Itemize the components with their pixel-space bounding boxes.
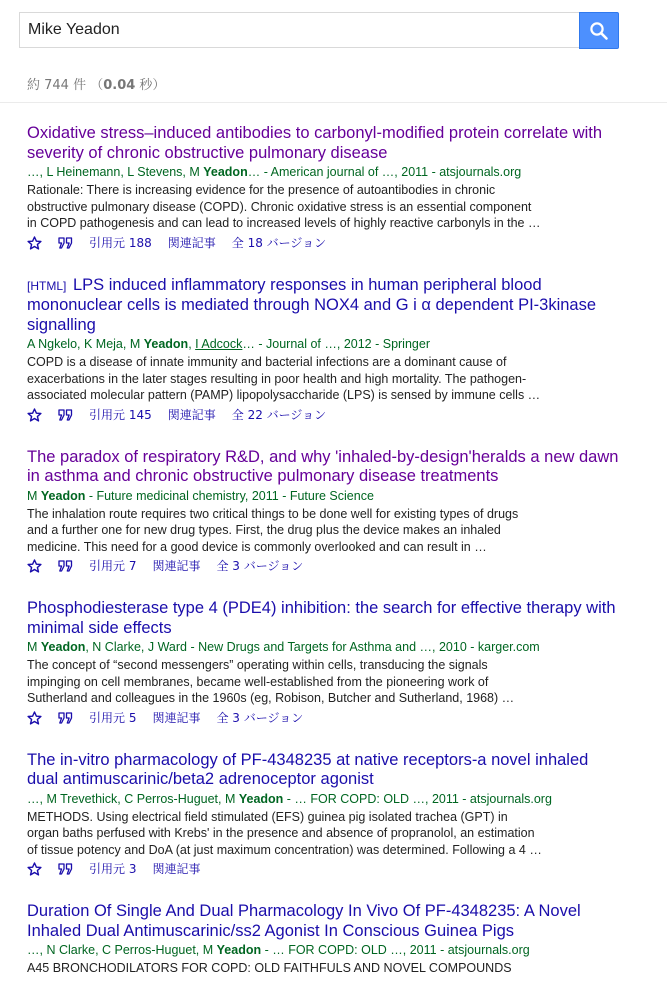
result-title-line: The in-vitro pharmacology of PF-4348235 at native receptors-a novel inhaled [27,750,589,769]
result-snippet [27,182,567,232]
cite-button[interactable] [58,560,73,572]
header [0,0,667,62]
star-icon [27,408,42,422]
all-versions-link[interactable]: 全 18 バージョン [231,235,327,250]
authors-text: … - Journal of …, 2012 - Springer [242,337,430,351]
save-button[interactable] [27,559,42,573]
snippet-line: Rationale: There is increasing evidence for the presence of autoantibodies in chronic [27,183,496,197]
result-title-line: LPS induced inflammatory responses in human peripheral blood [72,275,542,294]
authors-text: …, N Clarke, C Perros-Huguet, M [27,943,217,957]
result-authors [27,639,652,656]
snippet-line: obstructive pulmonary disease (COPD). Chronic oxidative stress is an essential component [27,199,532,214]
related-articles-link[interactable]: 関連記事 [167,407,216,422]
save-button[interactable] [27,862,42,876]
result-snippet [27,506,567,556]
authors-text: , N Clarke, J Ward - New Drugs and Targets for Asthma and …, 2010 - karger.com [85,640,540,654]
result-title-line: Inhaled Dual Antimuscarinic/ss2 Agonist In Conscious Guinea Pigs [27,921,515,940]
author-highlight: Yeadon [238,791,284,806]
cite-button[interactable] [58,712,73,724]
save-button[interactable] [27,236,42,250]
search-button[interactable] [579,12,619,49]
result-title-line: mononuclear cells is mediated through NOX4 and G i α dependent PI-3kinase [27,296,597,314]
author-profile-link[interactable]: I Adcock [195,337,243,351]
result-snippet [27,960,567,977]
stats-prefix: 約 744 件 （ [27,78,104,93]
cite-icon [58,712,73,724]
snippet-line: and a further one for new drug types. First, the drug plus the device makes an inhaled [27,523,501,537]
authors-text: - … FOR COPD: OLD …, 2011 - atsjournals.org [283,791,552,806]
search-result [27,902,652,977]
star-icon [27,711,42,725]
authors-text: M [27,640,41,654]
snippet-line: Sutherland and colleagues in the 1960s (eg, Robison, Butcher and Sutherland, 1968) … [27,691,515,705]
results-count [27,74,165,93]
result-title-link[interactable] [27,448,652,487]
authors-text: - … FOR COPD: OLD …, 2011 - atsjournals.org [261,943,530,957]
related-articles-link[interactable]: 関連記事 [152,862,201,876]
snippet-line: exacerbations in the later stages resulting in poor health and high mortality. The pathogen- [27,371,527,386]
stats-time: 0.04 [103,78,136,93]
result-actions [27,406,652,424]
cited-by-link[interactable]: 引用元 5 [89,710,137,725]
result-title-line: Phosphodiesterase type 4 (PDE4) inhibition: the search for effective therapy with [27,599,616,617]
result-title-link[interactable] [27,902,652,941]
search-result [27,276,652,424]
result-snippet [27,354,567,404]
cite-button[interactable] [58,237,73,249]
snippet-line: of tissue potency and DoA (at just maximum concentration) was determined. Following a 4 … [27,842,542,857]
snippet-line: COPD is a disease of innate immunity and bacterial infections are a dominant cause of [27,355,507,369]
related-articles-link[interactable]: 関連記事 [152,710,201,725]
snippet-line: associated molecular pattern (PAMP) lipopolysaccharide (LPS) is sensed by immune cells … [27,388,541,402]
result-authors [27,336,652,353]
authors-text: , [188,337,196,351]
cite-icon [58,863,73,875]
all-versions-link[interactable]: 全 3 バージョン [216,559,304,573]
result-authors [27,164,652,181]
cite-icon [58,409,73,421]
authors-text: - Future medicinal chemistry, 2011 - Future Science [85,488,374,503]
star-icon [27,862,42,876]
snippet-line: in COPD pathogenesis and can lead to increased levels of highly reactive carbonyls in the … [27,216,541,230]
cited-by-link[interactable]: 引用元 7 [89,559,137,573]
star-icon [27,559,42,573]
authors-text: … - American journal of …, 2011 - atsjournals.org [247,165,522,179]
result-actions [27,234,652,252]
cite-button[interactable] [58,409,73,421]
search-result [27,599,652,727]
author-highlight: Yeadon [216,943,262,957]
result-title-line: in asthma and chronic obstructive pulmonary disease treatments [27,467,499,485]
all-versions-link[interactable]: 全 22 バージョン [231,407,327,422]
authors-text: M [27,488,41,503]
result-title-link[interactable] [27,276,652,336]
cite-icon [58,560,73,572]
search-input[interactable] [19,12,579,48]
result-title-line: minimal side effects [27,618,172,637]
author-highlight: Yeadon [40,640,86,654]
search-icon [589,21,609,41]
result-actions [27,557,652,575]
snippet-line: The inhalation route requires two critical things to be done well for existing types of drugs [27,506,519,521]
save-button[interactable] [27,711,42,725]
author-highlight: Yeadon [143,337,189,351]
result-title-link[interactable] [27,751,652,790]
author-highlight: Yeadon [40,488,86,503]
snippet-line: The concept of “second messengers” operating within cells, transducing the signals [27,658,488,672]
cite-icon [58,237,73,249]
result-snippet [27,809,567,859]
format-tag: [HTML] [27,278,67,293]
authors-text: …, L Heinemann, L Stevens, M [27,165,204,179]
result-snippet [27,657,567,707]
cited-by-link[interactable]: 引用元 3 [89,862,137,876]
cited-by-link[interactable]: 引用元 145 [89,407,152,422]
all-versions-link[interactable]: 全 3 バージョン [216,710,304,725]
authors-text: A Ngkelo, K Meja, M [27,337,144,351]
result-authors [27,488,652,505]
results-stats-bar [0,62,667,103]
result-title-line: severity of chronic obstructive pulmonary disease [27,143,388,162]
snippet-line: organ baths perfused with Krebs' in the presence and absence of propranolol, an estimation [27,826,535,840]
cited-by-link[interactable]: 引用元 188 [89,235,152,250]
search-result [27,124,652,252]
search-result [27,448,652,576]
snippet-line: A45 BRONCHODILATORS FOR COPD: OLD FAITHFULS AND NOVEL COMPOUNDS [27,961,512,975]
snippet-line: medicine. This need for a good device is commonly overlooked and can result in … [27,539,487,554]
search-result [27,751,652,879]
authors-text: …, M Trevethick, C Perros-Huguet, M [27,791,239,806]
result-title-line: signalling [27,315,96,334]
result-title-line: The paradox of respiratory R&D, and why 'inhaled-by-design'heralds a new dawn [27,447,619,466]
result-title-line: dual antimuscarinic/beta2 adrenoceptor agonist [27,770,374,788]
stats-suffix: 秒） [135,78,166,93]
snippet-line: impinging on cell membranes, became well-established from the pioneering work of [27,674,489,689]
cite-button[interactable] [58,863,73,875]
related-articles-link[interactable]: 関連記事 [167,235,216,250]
author-highlight: Yeadon [203,165,248,179]
related-articles-link[interactable]: 関連記事 [152,559,201,573]
result-authors [27,791,652,808]
result-title-line: Duration Of Single And Dual Pharmacology In Vivo Of PF-4348235: A Novel [27,902,581,920]
result-actions [27,860,652,878]
star-icon [27,236,42,250]
result-actions [27,709,652,727]
result-title-link[interactable] [27,599,652,638]
snippet-line: METHODS. Using electrical field stimulated (EFS) guinea pig isolated trachea (GPT) in [27,809,508,824]
result-title-line: Oxidative stress–induced antibodies to carbonyl-modified protein correlate with [27,124,603,142]
result-authors [27,942,652,959]
results-list [27,124,652,1001]
result-title-link[interactable] [27,124,652,163]
save-button[interactable] [27,408,42,422]
